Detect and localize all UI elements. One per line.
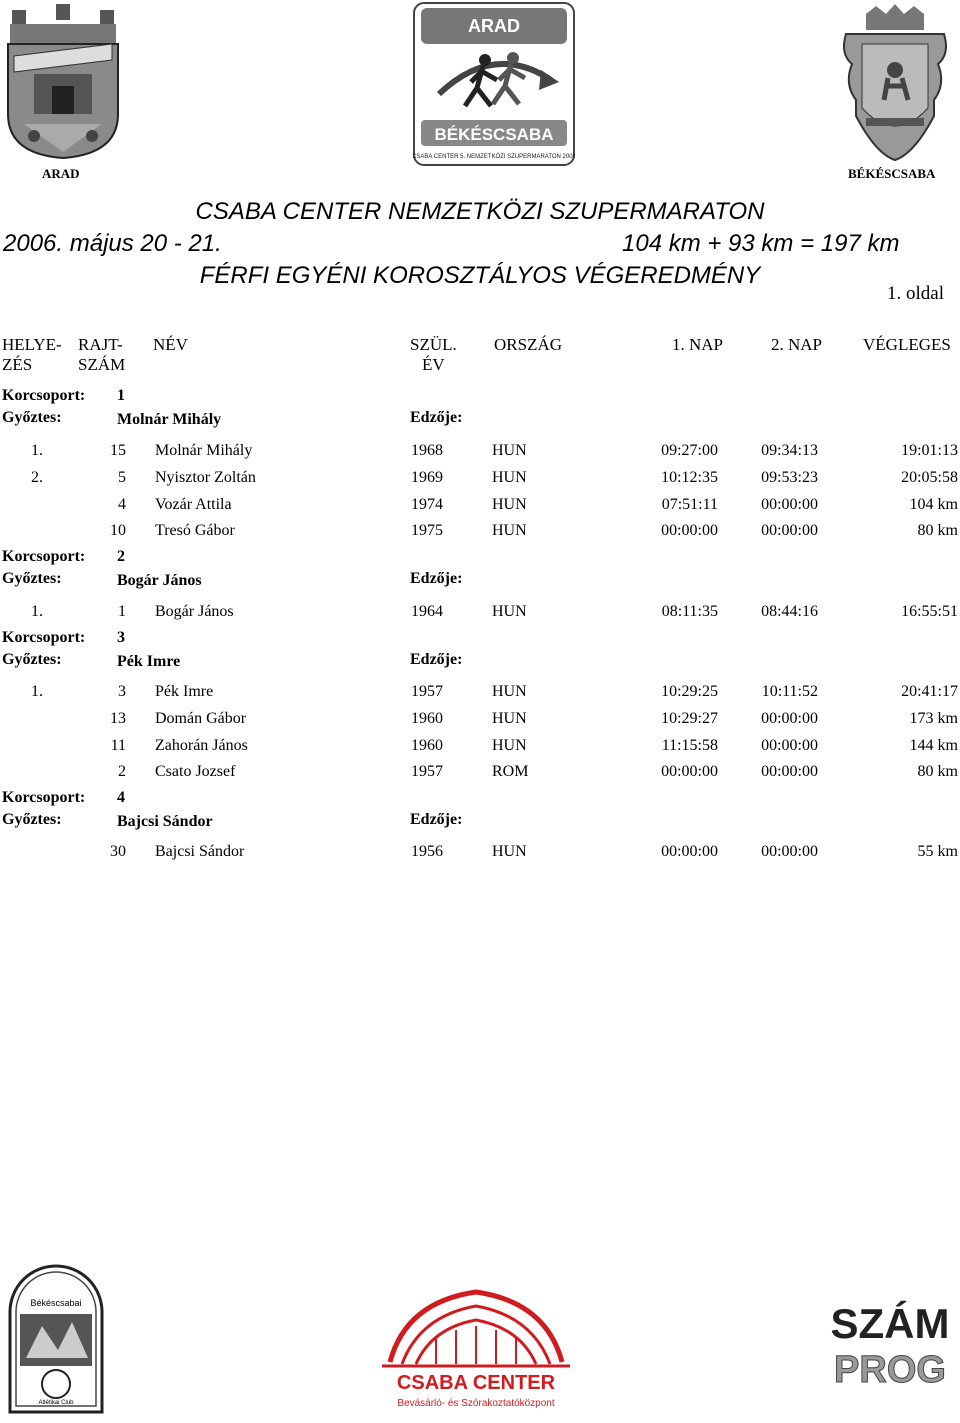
row-born: 1968: [411, 442, 443, 459]
row-final: 80 km: [917, 763, 958, 780]
row-country: HUN: [492, 710, 527, 727]
row-country: HUN: [492, 683, 527, 700]
row-day1: 07:51:11: [661, 496, 718, 513]
col-born-2: ÉV: [422, 355, 445, 374]
row-born: 1969: [411, 469, 443, 486]
col-country: ORSZÁG: [494, 335, 563, 354]
row-final: 104 km: [909, 496, 958, 513]
row-day2: 00:00:00: [761, 737, 818, 754]
row-born: 1956: [411, 843, 443, 860]
event-date: 2006. május 20 - 21.: [3, 230, 222, 257]
logo-caption: CSABA CENTER 5. NEMZETKÖZI SZUPERMARATON 2006: [413, 154, 575, 160]
row-day2: 00:00:00: [761, 496, 818, 513]
results-title: FÉRFI EGYÉNI KOROSZTÁLYOS VÉGEREDMÉNY: [199, 262, 761, 289]
row-day2: 00:00:00: [761, 843, 818, 860]
event-distance: 104 km + 93 km = 197 km: [622, 230, 900, 257]
col-day1: 1. NAP: [672, 335, 724, 354]
left-city-label: ARAD: [42, 166, 80, 181]
row-day1: 10:12:35: [661, 469, 718, 486]
row-day1: 00:00:00: [661, 763, 718, 780]
category-label: Korcsoport:: [2, 789, 86, 806]
table-row: [0, 469, 960, 493]
col-final: VÉGLEGES: [863, 335, 951, 354]
row-name: Domán Gábor: [155, 710, 247, 727]
athletic-club-logo: [6, 1262, 106, 1418]
row-place: 2.: [31, 469, 43, 486]
supermarathon-logo: [413, 2, 575, 166]
table-row: [0, 522, 960, 546]
row-place: 1.: [31, 603, 43, 620]
prog-text: PROG: [834, 1349, 946, 1388]
row-name: Molnár Mihály: [155, 442, 253, 459]
row-final: 55 km: [917, 843, 958, 860]
logo-top-text: ARAD: [468, 16, 520, 36]
csaba-center-sub: Bevásárló- és Szórakoztatóközpont: [397, 1398, 555, 1409]
row-final: 80 km: [917, 522, 958, 539]
csaba-center-name: CSABA CENTER: [396, 1372, 556, 1394]
row-born: 1960: [411, 737, 443, 754]
row-name: Zahorán János: [155, 737, 248, 754]
winner-label: Győztes:: [2, 570, 62, 587]
row-name: Nyisztor Zoltán: [155, 469, 256, 486]
coach-label: Edzője:: [410, 811, 463, 828]
col-born: SZÜL.: [410, 335, 457, 354]
row-born: 1960: [411, 710, 443, 727]
table-row: [0, 442, 960, 466]
arad-coat-of-arms: [4, 4, 122, 160]
row-day1: 00:00:00: [661, 522, 718, 539]
csaba-center-logo: [376, 1282, 576, 1418]
szamprog-logo: [824, 1296, 956, 1388]
row-day1: 11:15:58: [661, 737, 718, 754]
row-born: 1957: [411, 683, 443, 700]
col-day2: 2. NAP: [771, 335, 823, 354]
row-name: Bajcsi Sándor: [155, 843, 245, 860]
winner-label: Győztes:: [2, 811, 62, 828]
row-born: 1957: [411, 763, 443, 780]
table-row: [0, 603, 960, 627]
row-country: ROM: [492, 763, 529, 780]
row-day2: 08:44:16: [761, 603, 818, 620]
row-day2: 00:00:00: [761, 763, 818, 780]
row-born: 1964: [411, 603, 443, 620]
row-final: 144 km: [909, 737, 958, 754]
table-row: [0, 843, 960, 867]
row-bib: 4: [118, 496, 126, 513]
row-country: HUN: [492, 603, 527, 620]
row-bib: 10: [110, 522, 126, 539]
table-row: [0, 710, 960, 734]
row-bib: 3: [118, 683, 126, 700]
col-place-2: ZÉS: [2, 355, 33, 374]
winner-name: Bajcsi Sándor: [117, 813, 213, 830]
row-day1: 10:29:27: [661, 710, 718, 727]
row-country: HUN: [492, 737, 527, 754]
row-bib: 15: [110, 442, 126, 459]
row-bib: 11: [110, 737, 126, 754]
row-day2: 00:00:00: [761, 522, 818, 539]
row-final: 20:41:17: [901, 683, 958, 700]
winner-label: Győztes:: [2, 651, 62, 668]
row-bib: 1: [118, 603, 126, 620]
category-label: Korcsoport:: [2, 629, 86, 646]
row-day2: 00:00:00: [761, 710, 818, 727]
col-name: NÉV: [153, 335, 188, 354]
row-day1: 00:00:00: [661, 843, 718, 860]
coach-label: Edzője:: [410, 409, 463, 426]
table-row: [0, 737, 960, 761]
row-bib: 30: [110, 843, 126, 860]
row-bib: 5: [118, 469, 126, 486]
category-number: 4: [117, 789, 125, 806]
row-day2: 09:53:23: [761, 469, 818, 486]
row-day1: 08:11:35: [661, 603, 718, 620]
szam-text: SZÁM: [830, 1300, 950, 1347]
row-place: 1.: [31, 683, 43, 700]
winner-label: Győztes:: [2, 409, 62, 426]
page-number: 1. oldal: [887, 283, 944, 304]
row-name: Tresó Gábor: [155, 522, 235, 539]
row-country: HUN: [492, 442, 527, 459]
row-country: HUN: [492, 843, 527, 860]
row-country: HUN: [492, 469, 527, 486]
row-name: Pék Imre: [155, 683, 214, 700]
winner-name: Bogár János: [117, 572, 202, 589]
row-day1: 10:29:25: [661, 683, 718, 700]
row-country: HUN: [492, 522, 527, 539]
col-place: HELYE-: [2, 335, 62, 354]
winner-name: Molnár Mihály: [117, 411, 222, 428]
row-name: Csato Jozsef: [155, 763, 236, 780]
club-top-text: Békéscsabai: [30, 1298, 82, 1308]
col-bib: RAJT-: [78, 335, 123, 354]
category-number: 3: [117, 629, 125, 646]
table-row: [0, 763, 960, 787]
row-born: 1974: [411, 496, 443, 513]
row-day2: 09:34:13: [761, 442, 818, 459]
logo-bottom-text: BÉKÉSCSABA: [434, 125, 554, 144]
table-row: [0, 683, 960, 707]
row-name: Vozár Attila: [155, 496, 232, 513]
category-number: 2: [117, 548, 125, 565]
bekescsaba-coat-of-arms: [836, 4, 954, 164]
coach-label: Edzője:: [410, 570, 463, 587]
row-day2: 10:11:52: [761, 683, 818, 700]
table-row: [0, 496, 960, 520]
category-number: 1: [117, 387, 125, 404]
row-born: 1975: [411, 522, 443, 539]
row-final: 16:55:51: [901, 603, 958, 620]
row-day1: 09:27:00: [661, 442, 718, 459]
winner-name: Pék Imre: [117, 653, 181, 670]
category-label: Korcsoport:: [2, 387, 86, 404]
row-country: HUN: [492, 496, 527, 513]
col-bib-2: SZÁM: [78, 355, 126, 374]
club-bottom-text: Atlétikai Club: [38, 1400, 74, 1406]
row-bib: 2: [118, 763, 126, 780]
row-final: 173 km: [909, 710, 958, 727]
event-title: CSABA CENTER NEMZETKÖZI SZUPERMARATON: [195, 198, 765, 225]
right-city-label: BÉKÉSCSABA: [848, 166, 936, 181]
category-label: Korcsoport:: [2, 548, 86, 565]
row-name: Bogár János: [155, 603, 234, 620]
row-final: 19:01:13: [901, 442, 958, 459]
row-place: 1.: [31, 442, 43, 459]
row-bib: 13: [110, 710, 126, 727]
coach-label: Edzője:: [410, 651, 463, 668]
row-final: 20:05:58: [901, 469, 958, 486]
